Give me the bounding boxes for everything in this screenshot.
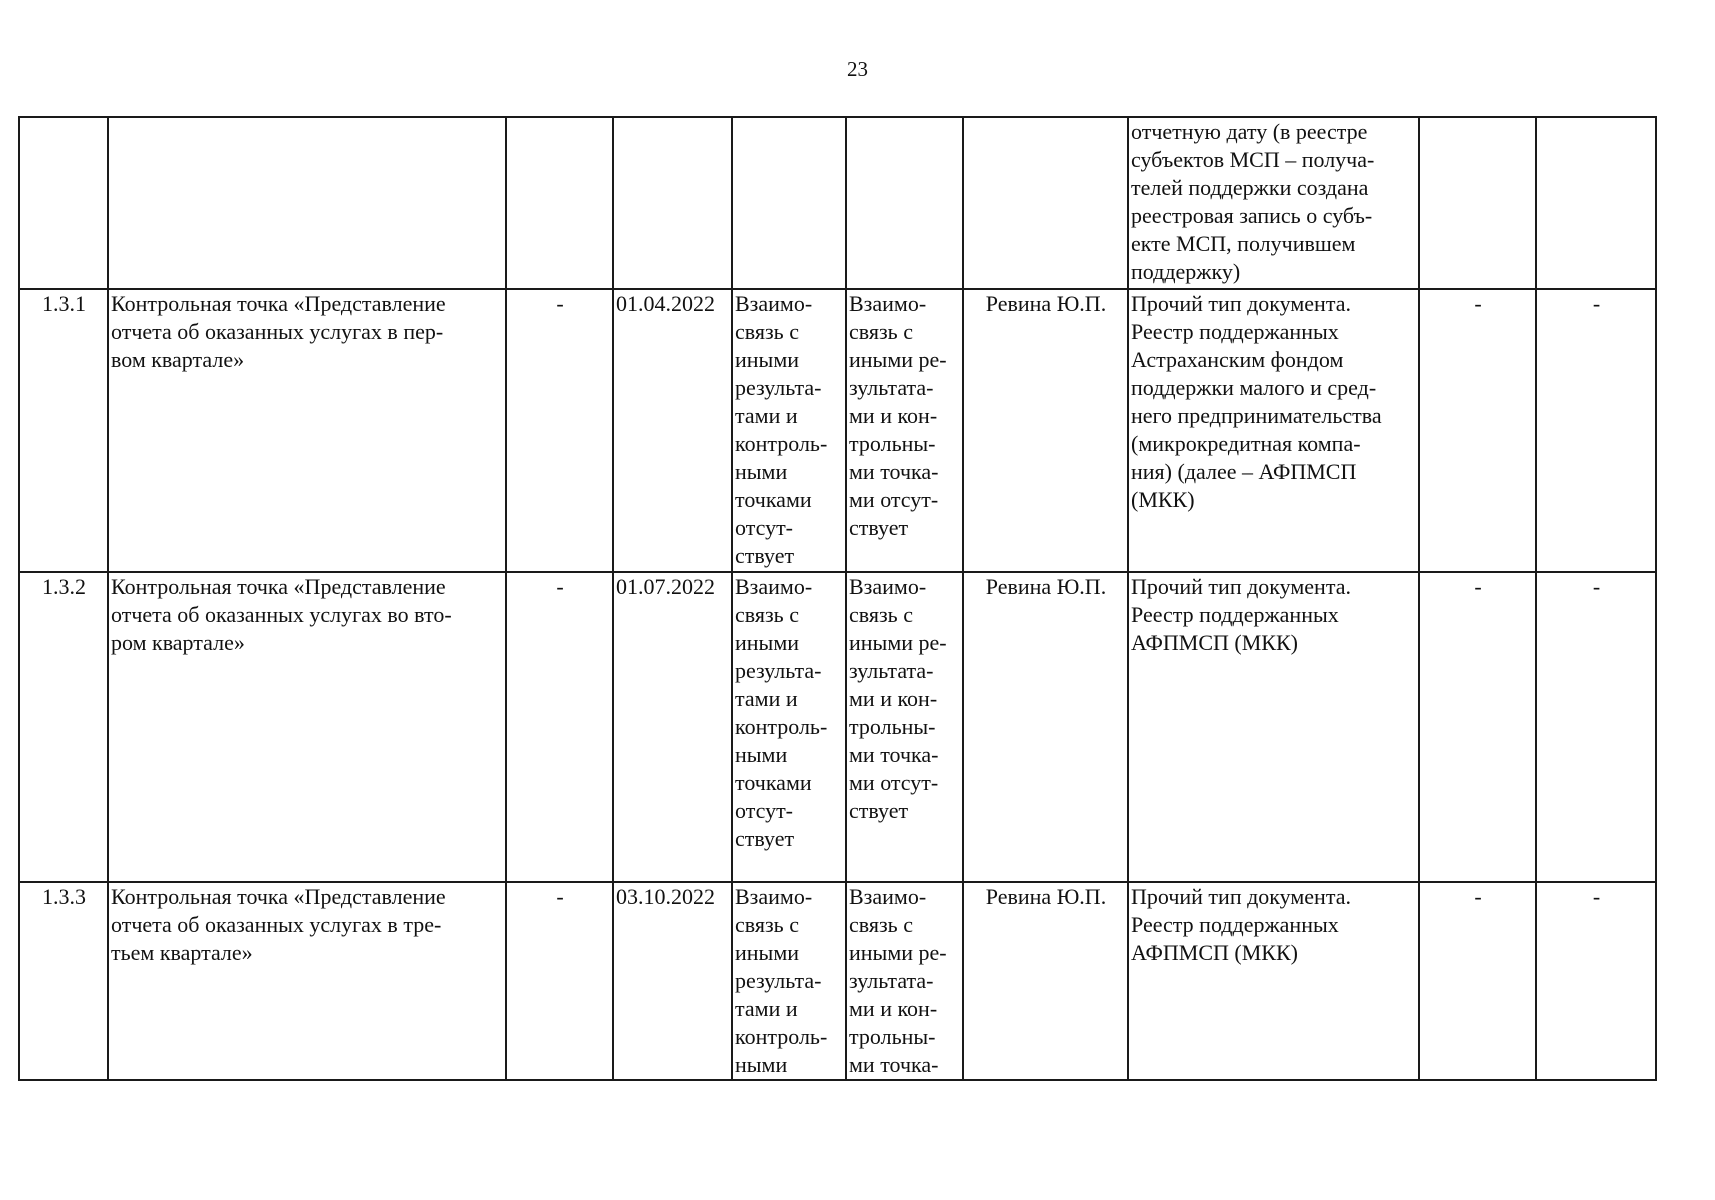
cell-text-line: Астраханским фондом [1131, 347, 1344, 372]
cell-text-line: Контрольная точка «Представление [111, 291, 446, 316]
cell-text-line: Реестр поддержанных [1131, 319, 1339, 344]
cell-text-line: Взаимо- [735, 291, 813, 316]
cell-text-line: тьем квартале» [111, 940, 253, 965]
cell-text-line: ми отсут- [849, 487, 939, 512]
cell-text-line: Взаимо- [735, 574, 813, 599]
cell-text-line: ными [735, 459, 788, 484]
cell-text-line: связь с [735, 602, 799, 627]
table-row [19, 882, 1656, 1080]
cell-text-line: (микрокредитная компа- [1131, 431, 1361, 456]
cell-text-line: ния) (далее – АФПМСП [1131, 459, 1357, 484]
cell-document [1128, 289, 1419, 572]
cell-next-links [846, 289, 963, 572]
cell-name [108, 572, 506, 882]
cell-text-line: контроль- [735, 431, 828, 456]
cell-text-line: телей поддержки создана [1131, 175, 1369, 200]
cell-prev-links [732, 572, 846, 882]
cell-text-line: иными ре- [849, 940, 947, 965]
cell-text-line: иными ре- [849, 630, 947, 655]
cell-text-line: АФПМСП (МКК) [1131, 630, 1298, 655]
cell-text-line: иными [735, 630, 800, 655]
cell-number: 1.3.2 [19, 572, 108, 882]
cell-text-line: отчета об оказанных услугах во вто- [111, 602, 452, 627]
cell-text-line: (МКК) [1131, 487, 1195, 512]
cell-text-line: Реестр поддержанных [1131, 912, 1339, 937]
cell-text-line: Взаимо- [735, 884, 813, 909]
cell-col11: - [1536, 572, 1656, 882]
cell-prev-links [732, 882, 846, 1080]
cell-text-line: связь с [849, 912, 913, 937]
cell-col11: - [1536, 289, 1656, 572]
cell-document [1128, 572, 1419, 882]
cell-col3 [506, 117, 613, 289]
cell-text-line: Прочий тип документа. [1131, 884, 1351, 909]
cell-text-line: зультата- [849, 375, 934, 400]
cell-text-line: иными [735, 940, 800, 965]
cell-responsible: Ревина Ю.П. [963, 572, 1128, 882]
cell-text-line: точками [735, 487, 812, 512]
cell-text-line: результа- [735, 968, 822, 993]
cell-prev-links [732, 289, 846, 572]
cell-text-line: точками [735, 770, 812, 795]
cell-col10: - [1419, 882, 1536, 1080]
cell-text-line: связь с [849, 319, 913, 344]
cell-text-line: ными [735, 742, 788, 767]
cell-text-line: связь с [735, 319, 799, 344]
cell-text-line: Взаимо- [849, 574, 927, 599]
cell-text-line: Прочий тип документа. [1131, 291, 1351, 316]
cell-col3: - [506, 572, 613, 882]
cell-name [108, 289, 506, 572]
cell-text-line: ми и кон- [849, 996, 938, 1021]
cell-text-line: Взаимо- [849, 884, 927, 909]
cell-text-line: Контрольная точка «Представление [111, 884, 446, 909]
cell-text-line: ми точка- [849, 459, 939, 484]
cell-number [19, 117, 108, 289]
cell-text-line: поддержки малого и сред- [1131, 375, 1377, 400]
cell-text-line: контроль- [735, 714, 828, 739]
cell-text-line: тами и [735, 403, 798, 428]
cell-col10 [1419, 117, 1536, 289]
cell-text-line: результа- [735, 658, 822, 683]
cell-text-line: зультата- [849, 968, 934, 993]
cell-text-line: ми точка- [849, 1052, 939, 1077]
cell-text-line: АФПМСП (МКК) [1131, 940, 1298, 965]
cell-text-line: результа- [735, 375, 822, 400]
cell-next-links [846, 117, 963, 289]
cell-date: 01.07.2022 [613, 572, 732, 882]
page-number: 23 [847, 57, 868, 81]
cell-date: 03.10.2022 [613, 882, 732, 1080]
cell-text-line: отчета об оказанных услугах в тре- [111, 912, 442, 937]
cell-text-line: Взаимо- [849, 291, 927, 316]
cell-text-line: него предпринимательства [1131, 403, 1382, 428]
cell-date: 01.04.2022 [613, 289, 732, 572]
cell-col11: - [1536, 882, 1656, 1080]
table-row-continuation [19, 117, 1656, 289]
cell-document [1128, 882, 1419, 1080]
cell-text-line: субъектов МСП – получа- [1131, 147, 1375, 172]
cell-text-line: ми точка- [849, 742, 939, 767]
cell-responsible: Ревина Ю.П. [963, 289, 1128, 572]
cell-text-line: Контрольная точка «Представление [111, 574, 446, 599]
cell-text-line: отсут- [735, 798, 794, 823]
cell-col10: - [1419, 572, 1536, 882]
cell-text-line: реестровая запись о субъ- [1131, 203, 1373, 228]
cell-text-line: контроль- [735, 1024, 828, 1049]
cell-text-line: иными ре- [849, 347, 947, 372]
cell-text-line: вом квартале» [111, 347, 245, 372]
cell-col10: - [1419, 289, 1536, 572]
cell-document [1128, 117, 1419, 289]
cell-prev-links [732, 117, 846, 289]
cell-text-line: ствует [735, 543, 795, 568]
cell-text-line: ствует [849, 515, 909, 540]
cell-text-line: ми и кон- [849, 686, 938, 711]
cell-date [613, 117, 732, 289]
cell-text-line: иными [735, 347, 800, 372]
cell-number: 1.3.3 [19, 882, 108, 1080]
cell-text-line: связь с [735, 912, 799, 937]
cell-text-line: связь с [849, 602, 913, 627]
cell-text-line: ными [735, 1052, 788, 1077]
cell-text-line: отчетную дату (в реестре [1131, 119, 1368, 144]
cell-next-links [846, 572, 963, 882]
table-row [19, 289, 1656, 572]
cell-next-links [846, 882, 963, 1080]
control-points-table [18, 116, 1657, 1081]
cell-col3: - [506, 882, 613, 1080]
cell-text-line: ром квартале» [111, 630, 245, 655]
cell-number: 1.3.1 [19, 289, 108, 572]
cell-text-line: отсут- [735, 515, 794, 540]
cell-text-line: ми и кон- [849, 403, 938, 428]
cell-responsible [963, 117, 1128, 289]
cell-col11 [1536, 117, 1656, 289]
cell-name [108, 117, 506, 289]
cell-col3: - [506, 289, 613, 572]
cell-responsible: Ревина Ю.П. [963, 882, 1128, 1080]
cell-text-line: поддержку) [1131, 259, 1241, 284]
cell-text-line: трольны- [849, 714, 936, 739]
cell-text-line: отчета об оказанных услугах в пер- [111, 319, 444, 344]
cell-text-line: трольны- [849, 431, 936, 456]
cell-text-line: ствует [735, 826, 795, 851]
cell-text-line: Реестр поддержанных [1131, 602, 1339, 627]
cell-text-line: тами и [735, 686, 798, 711]
table-row [19, 572, 1656, 882]
cell-text-line: Прочий тип документа. [1131, 574, 1351, 599]
cell-text-line: тами и [735, 996, 798, 1021]
cell-name [108, 882, 506, 1080]
cell-text-line: зультата- [849, 658, 934, 683]
cell-text-line: трольны- [849, 1024, 936, 1049]
cell-text-line: ми отсут- [849, 770, 939, 795]
cell-text-line: ствует [849, 798, 909, 823]
cell-text-line: екте МСП, получившем [1131, 231, 1356, 256]
